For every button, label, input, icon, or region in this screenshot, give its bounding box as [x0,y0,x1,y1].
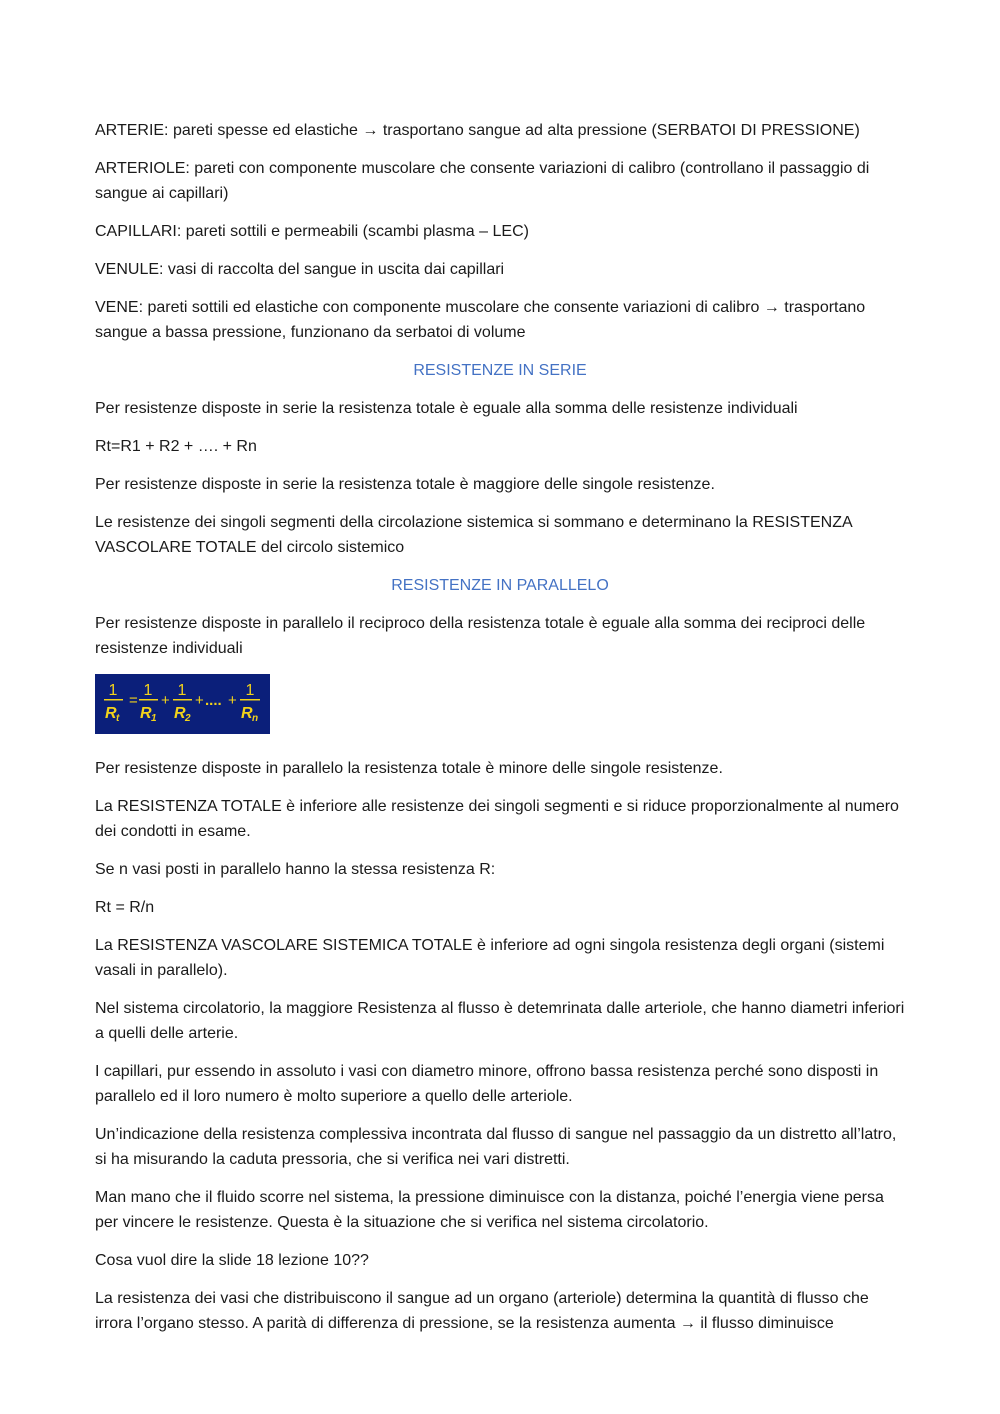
paragraph-capillari: CAPILLARI: pareti sottili e permeabili (scambi plasma – LEC) [95,223,529,240]
paragraph-arteriole: ARTERIOLE: pareti con componente muscolare che consente variazioni di calibro (controllano il passaggio di sangue ai capillari) [95,160,870,202]
heading-resistenze-parallelo: RESISTENZE IN PARALLELO [391,577,609,594]
formula-serie: Rt=R1 + R2 + …. + Rn [95,438,257,455]
formula-equals: = [129,692,138,709]
paragraph-parallelo-minore: Per resistenze disposte in parallelo la resistenza totale è minore delle singole resistenze. [95,760,723,777]
formula-subscript-n: n [252,713,259,724]
formula-fraction-bar-r1 [139,699,158,701]
formula-parallelo: Rt = R/n [95,899,155,916]
paragraph-arterie: ARTERIE: pareti spesse ed elastiche → trasportano sangue ad alta pressione (SERBATOI DI PRESSIONE) [95,122,860,139]
formula-subscript-2: 2 [185,713,191,724]
heading-resistenze-serie: RESISTENZE IN SERIE [413,362,587,379]
formula-svg [95,674,270,734]
parallel-resistance-formula-image [95,674,270,734]
formula-subscript-t: t [116,713,120,724]
formula-numerator-rn: 1 [245,682,255,699]
paragraph-parallelo-definizione: Per resistenze disposte in parallelo il reciproco della resistenza totale è eguale alla somma dei reciproci delle resistenze individuali [95,615,866,657]
formula-numerator-rt: 1 [108,682,118,699]
paragraph-n-vasi: Se n vasi posti in parallelo hanno la stessa resistenza R: [95,861,496,878]
paragraph-caduta-pressoria: Un’indicazione della resistenza complessiva incontrata dal flusso di sangue nel passaggio da un distretto all’latro, si ha misurando la caduta pressoria, che si verifica nei vari distretti. [95,1126,897,1168]
paragraph-resistenza-totale: La RESISTENZA TOTALE è inferiore alle resistenze dei singoli segmenti e si riduce proporzionalmente al numero dei condotti in esame. [95,798,899,840]
formula-denominator-rn: R [241,705,253,722]
formula-fraction-bar-r2 [173,699,192,701]
paragraph-resistenza-sistemica: La RESISTENZA VASCOLARE SISTEMICA TOTALE è inferiore ad ogni singola resistenza degli organi (sistemi vasali in parallelo). [95,937,885,979]
formula-numerator-r1: 1 [143,682,153,699]
formula-dots: .... [205,692,222,709]
paragraph-venule: VENULE: vasi di raccolta del sangue in uscita dai capillari [95,261,505,278]
formula-numerator-r2: 1 [177,682,187,699]
formula-denominator-r2: R [174,705,186,722]
paragraph-serie-definizione: Per resistenze disposte in serie la resistenza totale è eguale alla somma delle resistenze individuali [95,400,798,417]
paragraph-serie-sistemica: Le resistenze dei singoli segmenti della circolazione sistemica si sommano e determinano la RESISTENZA VASCOLARE TOTALE del circolo sistemico [95,514,852,556]
paragraph-arteriole-resistenza: Nel sistema circolatorio, la maggiore Resistenza al flusso è detemrinata dalle arteriole, che hanno diametri inferiori a quelli delle arterie. [95,1000,905,1042]
paragraph-finale: La resistenza dei vasi che distribuiscono il sangue ad un organo (arteriole) determina la quantità di flusso che irrora l’organo stesso. A parità di differenza di pressione, se la resistenza aumenta → il flusso diminuisce [95,1290,869,1332]
formula-plus-1: + [161,692,170,709]
formula-plus-2: + [195,692,204,709]
formula-fraction-bar-rt [104,699,123,701]
formula-denominator-r1: R [140,705,152,722]
formula-denominator-rt: R [105,705,117,722]
formula-plus-3: + [228,692,237,709]
paragraph-capillari-resistenza: I capillari, pur essendo in assoluto i vasi con diametro minore, offrono bassa resistenza perché sono disposti in parallelo ed il loro numero è molto superiore a quello delle arteriole. [95,1063,879,1105]
paragraph-vene: VENE: pareti sottili ed elastiche con componente muscolare che consente variazioni di calibro → trasportano sangue a bassa pressione, funzionano da serbatoi di volume [95,299,866,341]
formula-subscript-1: 1 [151,713,157,724]
paragraph-domanda: Cosa vuol dire la slide 18 lezione 10?? [95,1252,369,1269]
formula-fraction-bar-rn [240,699,260,701]
paragraph-serie-maggiore: Per resistenze disposte in serie la resistenza totale è maggiore delle singole resistenze. [95,476,715,493]
paragraph-pressione-distanza: Man mano che il fluido scorre nel sistema, la pressione diminuisce con la distanza, poiché l’energia viene persa per vincere le resistenze. Questa è la situazione che si verifica nel sistema circolatorio. [95,1189,884,1231]
